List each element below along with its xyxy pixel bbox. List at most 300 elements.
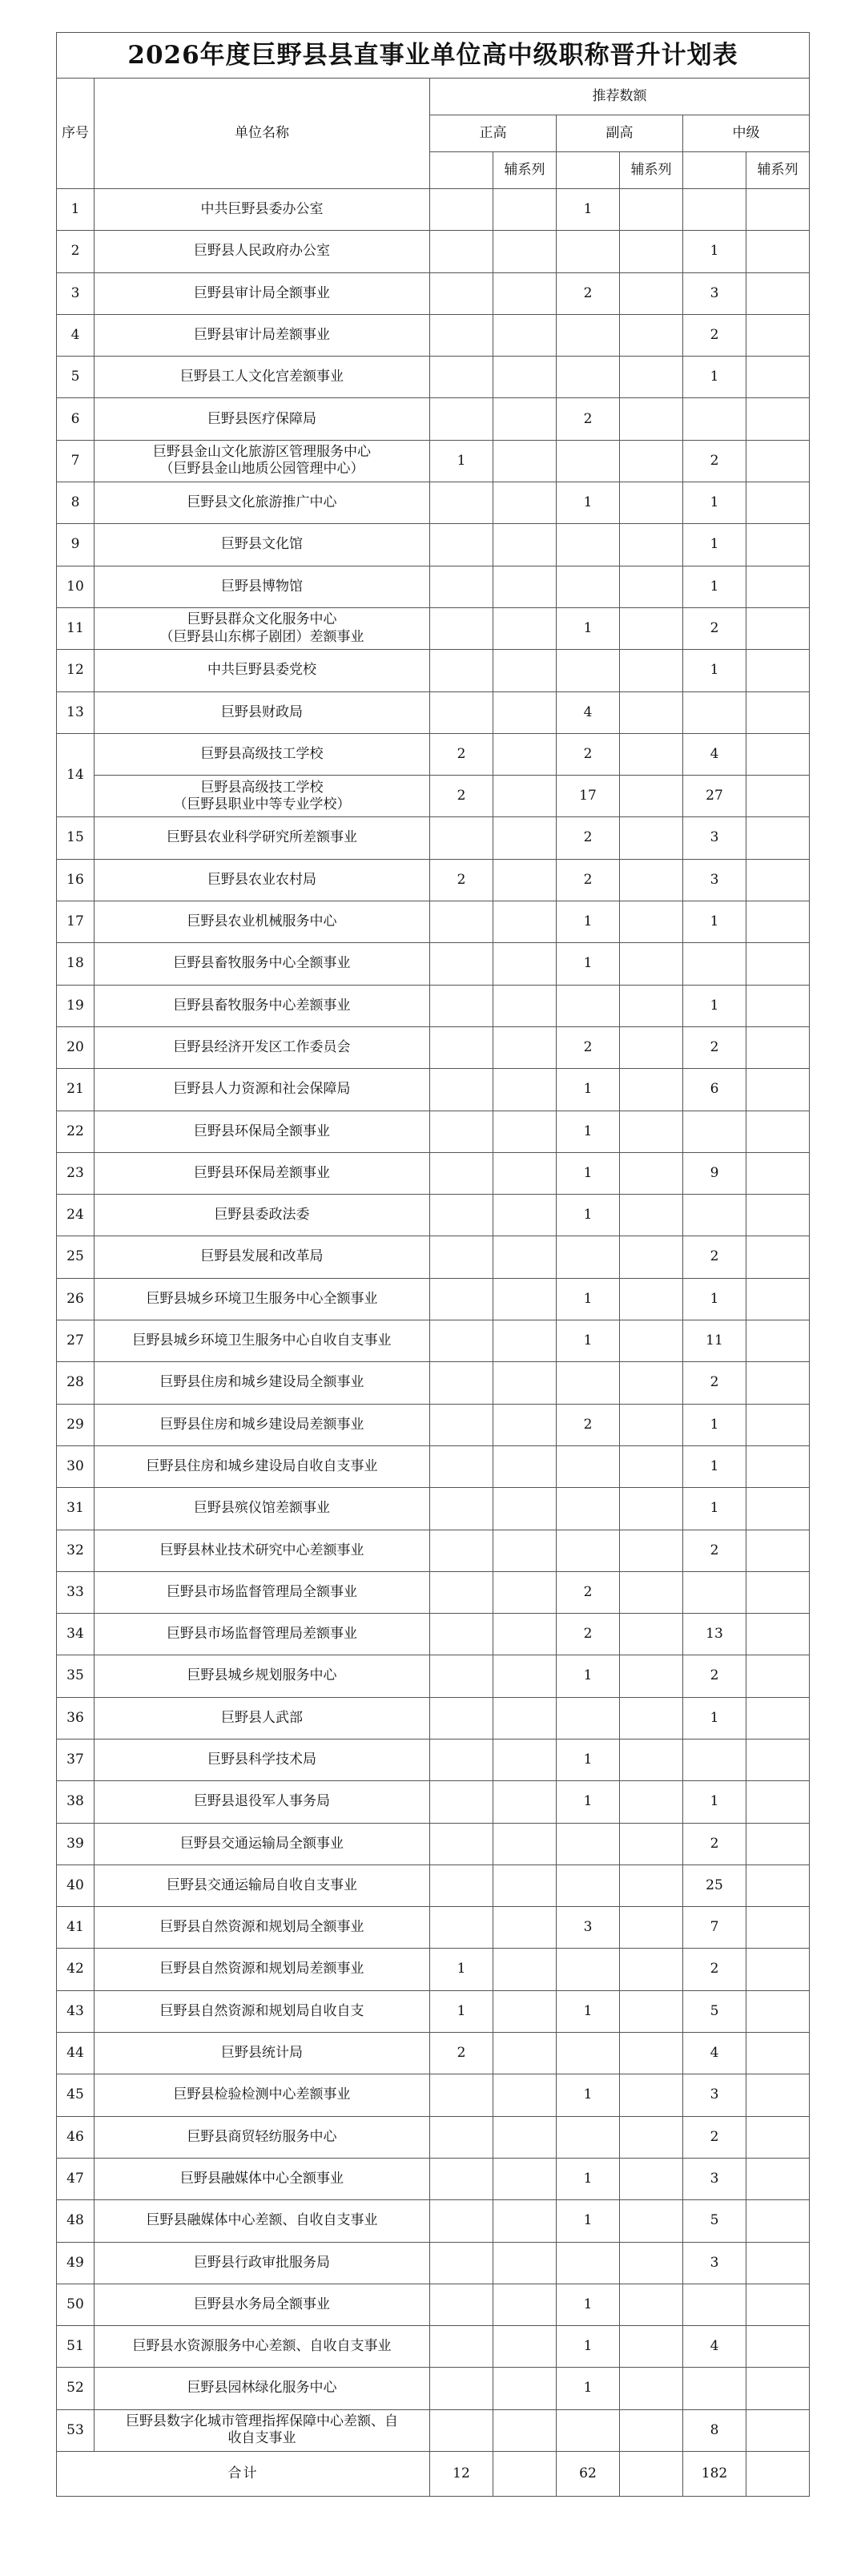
senior-aux-cell bbox=[493, 650, 557, 691]
row-index: 34 bbox=[57, 1614, 95, 1655]
intermediate-aux-cell bbox=[746, 1907, 810, 1949]
row-index: 45 bbox=[57, 2074, 95, 2116]
header-unit-name: 单位名称 bbox=[95, 79, 430, 189]
row-index: 12 bbox=[57, 650, 95, 691]
intermediate-aux-cell bbox=[746, 524, 810, 566]
vice-senior-aux-cell bbox=[620, 1697, 683, 1739]
row-index: 11 bbox=[57, 607, 95, 649]
intermediate-cell: 1 bbox=[683, 231, 746, 272]
row-index: 2 bbox=[57, 231, 95, 272]
senior-cell bbox=[430, 1697, 493, 1739]
unit-name bbox=[95, 1069, 430, 1111]
row-index: 6 bbox=[57, 398, 95, 440]
intermediate-aux-cell bbox=[746, 1781, 810, 1823]
vice-senior-cell: 1 bbox=[557, 1781, 620, 1823]
senior-cell: 2 bbox=[430, 859, 493, 901]
intermediate-cell: 4 bbox=[683, 2033, 746, 2074]
vice-senior-aux-cell bbox=[620, 1362, 683, 1404]
row-index: 49 bbox=[57, 2242, 95, 2284]
intermediate-aux-cell bbox=[746, 1864, 810, 1906]
vice-senior-aux-cell bbox=[620, 2033, 683, 2074]
vice-senior-cell: 1 bbox=[557, 1739, 620, 1780]
unit-name-line: 巨野县高级技工学校 bbox=[200, 745, 324, 762]
unit-name bbox=[95, 2284, 430, 2325]
intermediate-cell bbox=[683, 943, 746, 985]
table-row bbox=[57, 1026, 810, 1068]
intermediate-cell: 3 bbox=[683, 859, 746, 901]
unit-name-line: 巨野县医疗保障局 bbox=[207, 410, 316, 427]
unit-name bbox=[95, 566, 430, 607]
vice-senior-cell: 2 bbox=[557, 1026, 620, 1068]
unit-name-line: 巨野县商贸轻纺服务中心 bbox=[187, 2128, 337, 2145]
table-row bbox=[57, 2326, 810, 2368]
unit-name-line: 巨野县融媒体中心全额事业 bbox=[180, 2170, 344, 2187]
vice-senior-cell: 3 bbox=[557, 1907, 620, 1949]
intermediate-cell: 7 bbox=[683, 1907, 746, 1949]
vice-senior-aux-cell bbox=[620, 440, 683, 482]
intermediate-cell: 1 bbox=[683, 985, 746, 1026]
unit-name-line-2: （巨野县职业中等专业学校） bbox=[173, 796, 351, 812]
unit-name-line: 巨野县农业科学研究所差额事业 bbox=[167, 829, 357, 846]
senior-cell bbox=[430, 985, 493, 1026]
vice-senior-cell bbox=[557, 1697, 620, 1739]
vice-senior-aux-cell bbox=[620, 859, 683, 901]
row-index: 18 bbox=[57, 943, 95, 985]
table-row bbox=[57, 985, 810, 1026]
row-index: 9 bbox=[57, 524, 95, 566]
total-vice-senior-cell: 62 bbox=[557, 2452, 620, 2497]
vice-senior-aux-cell bbox=[620, 1195, 683, 1236]
unit-name-line: 巨野县群众文化服务中心 bbox=[187, 611, 337, 628]
row-index: 29 bbox=[57, 1404, 95, 1445]
vice-senior-aux-cell bbox=[620, 607, 683, 649]
unit-name bbox=[95, 231, 430, 272]
vice-senior-cell: 1 bbox=[557, 482, 620, 524]
vice-senior-cell bbox=[557, 985, 620, 1026]
table-row bbox=[57, 691, 810, 733]
table-row bbox=[57, 1530, 810, 1571]
table-row bbox=[57, 1445, 810, 1487]
intermediate-aux-cell bbox=[746, 1362, 810, 1404]
senior-cell bbox=[430, 2368, 493, 2409]
unit-name-line: 巨野县工人文化宫差额事业 bbox=[180, 369, 344, 385]
vice-senior-cell bbox=[557, 1949, 620, 1990]
vice-senior-cell: 1 bbox=[557, 2158, 620, 2199]
senior-aux-cell bbox=[493, 901, 557, 943]
senior-aux-cell bbox=[493, 2074, 557, 2116]
senior-cell bbox=[430, 1320, 493, 1362]
vice-senior-aux-cell bbox=[620, 1907, 683, 1949]
table-row bbox=[57, 1069, 810, 1111]
unit-name-line: 巨野县经济开发区工作委员会 bbox=[173, 1038, 351, 1055]
row-index: 26 bbox=[57, 1278, 95, 1320]
unit-name-line: 巨野县审计局差额事业 bbox=[194, 326, 330, 343]
row-index: 52 bbox=[57, 2368, 95, 2409]
senior-aux-cell bbox=[493, 2158, 557, 2199]
intermediate-cell: 4 bbox=[683, 733, 746, 775]
vice-senior-cell: 1 bbox=[557, 901, 620, 943]
vice-senior-aux-cell bbox=[620, 1990, 683, 2032]
vice-senior-aux-cell bbox=[620, 2158, 683, 2199]
intermediate-aux-cell bbox=[746, 1111, 810, 1152]
senior-cell bbox=[430, 1445, 493, 1487]
unit-name bbox=[95, 1949, 430, 1990]
vice-senior-aux-cell bbox=[620, 1278, 683, 1320]
senior-cell bbox=[430, 1111, 493, 1152]
senior-cell bbox=[430, 1655, 493, 1697]
intermediate-cell bbox=[683, 398, 746, 440]
vice-senior-aux-cell bbox=[620, 314, 683, 356]
intermediate-aux-cell bbox=[746, 482, 810, 524]
unit-name bbox=[95, 1026, 430, 1068]
header-vice-senior-aux: 辅系列 bbox=[620, 152, 683, 189]
unit-name bbox=[95, 1111, 430, 1152]
vice-senior-cell bbox=[557, 231, 620, 272]
vice-senior-aux-cell bbox=[620, 2074, 683, 2116]
vice-senior-cell: 1 bbox=[557, 943, 620, 985]
intermediate-aux-cell bbox=[746, 1530, 810, 1571]
senior-aux-cell bbox=[493, 231, 557, 272]
senior-cell: 2 bbox=[430, 733, 493, 775]
senior-aux-cell bbox=[493, 2033, 557, 2074]
unit-name-line: 巨野县住房和城乡建设局差额事业 bbox=[159, 1416, 364, 1433]
senior-cell bbox=[430, 1195, 493, 1236]
table-row bbox=[57, 901, 810, 943]
row-index: 15 bbox=[57, 817, 95, 859]
senior-aux-cell bbox=[493, 398, 557, 440]
unit-name-line: 巨野县城乡环境卫生服务中心自收自支事业 bbox=[132, 1332, 392, 1349]
vice-senior-cell: 17 bbox=[557, 776, 620, 817]
unit-name-line: 巨野县市场监督管理局全额事业 bbox=[167, 1583, 357, 1600]
table-row bbox=[57, 1781, 810, 1823]
header-vice-senior: 副高 bbox=[557, 115, 683, 152]
table-row bbox=[57, 398, 810, 440]
senior-cell bbox=[430, 2242, 493, 2284]
intermediate-cell bbox=[683, 1195, 746, 1236]
vice-senior-cell: 1 bbox=[557, 1278, 620, 1320]
vice-senior-cell bbox=[557, 1362, 620, 1404]
row-index: 33 bbox=[57, 1571, 95, 1613]
intermediate-aux-cell bbox=[746, 901, 810, 943]
intermediate-aux-cell bbox=[746, 1026, 810, 1068]
unit-name-line: 巨野县统计局 bbox=[221, 2045, 303, 2062]
vice-senior-aux-cell bbox=[620, 1949, 683, 1990]
senior-cell bbox=[430, 1907, 493, 1949]
row-index: 19 bbox=[57, 985, 95, 1026]
vice-senior-cell bbox=[557, 2409, 620, 2451]
senior-cell bbox=[430, 901, 493, 943]
table-row bbox=[57, 482, 810, 524]
senior-cell bbox=[430, 231, 493, 272]
unit-name-line-2: 收自支事业 bbox=[227, 2430, 296, 2447]
senior-cell bbox=[430, 2158, 493, 2199]
vice-senior-aux-cell bbox=[620, 231, 683, 272]
row-index: 21 bbox=[57, 1069, 95, 1111]
intermediate-aux-cell bbox=[746, 859, 810, 901]
intermediate-cell bbox=[683, 2368, 746, 2409]
intermediate-cell: 2 bbox=[683, 1362, 746, 1404]
row-index: 28 bbox=[57, 1362, 95, 1404]
intermediate-cell bbox=[683, 691, 746, 733]
intermediate-aux-cell bbox=[746, 398, 810, 440]
vice-senior-cell bbox=[557, 566, 620, 607]
unit-name bbox=[95, 357, 430, 398]
header-vice-senior-main bbox=[557, 152, 620, 189]
senior-cell bbox=[430, 2116, 493, 2158]
senior-aux-cell bbox=[493, 1990, 557, 2032]
table-row bbox=[57, 1739, 810, 1780]
unit-name-line: 巨野县园林绿化服务中心 bbox=[187, 2380, 337, 2397]
vice-senior-cell: 1 bbox=[557, 1655, 620, 1697]
unit-name bbox=[95, 650, 430, 691]
senior-cell bbox=[430, 1781, 493, 1823]
intermediate-cell: 2 bbox=[683, 314, 746, 356]
intermediate-cell: 11 bbox=[683, 1320, 746, 1362]
table-row bbox=[57, 650, 810, 691]
intermediate-cell: 1 bbox=[683, 566, 746, 607]
intermediate-aux-cell bbox=[746, 1823, 810, 1864]
vice-senior-aux-cell bbox=[620, 1530, 683, 1571]
senior-aux-cell bbox=[493, 1571, 557, 1613]
row-index: 40 bbox=[57, 1864, 95, 1906]
vice-senior-aux-cell bbox=[620, 1069, 683, 1111]
senior-aux-cell bbox=[493, 1445, 557, 1487]
senior-aux-cell bbox=[493, 1404, 557, 1445]
intermediate-aux-cell bbox=[746, 1404, 810, 1445]
header-senior: 正高 bbox=[430, 115, 557, 152]
senior-cell bbox=[430, 566, 493, 607]
unit-name-line: 巨野县交通运输局自收自支事业 bbox=[167, 1877, 357, 1893]
senior-cell bbox=[430, 2200, 493, 2242]
table-row bbox=[57, 1990, 810, 2032]
vice-senior-cell: 1 bbox=[557, 1195, 620, 1236]
senior-aux-cell bbox=[493, 2242, 557, 2284]
table-row bbox=[57, 524, 810, 566]
unit-name bbox=[95, 1697, 430, 1739]
intermediate-cell: 1 bbox=[683, 1697, 746, 1739]
senior-aux-cell bbox=[493, 1907, 557, 1949]
unit-name bbox=[95, 482, 430, 524]
intermediate-cell: 2 bbox=[683, 440, 746, 482]
total-intermediate-aux-cell bbox=[746, 2452, 810, 2497]
unit-name-line: 巨野县博物馆 bbox=[221, 578, 303, 595]
unit-name bbox=[95, 1655, 430, 1697]
unit-name-line: 巨野县检验检测中心差额事业 bbox=[173, 2086, 351, 2103]
intermediate-aux-cell bbox=[746, 2200, 810, 2242]
vice-senior-aux-cell bbox=[620, 1445, 683, 1487]
unit-name-line: 巨野县住房和城乡建设局全额事业 bbox=[159, 1374, 364, 1391]
vice-senior-aux-cell bbox=[620, 2368, 683, 2409]
header-intermediate-aux: 辅系列 bbox=[746, 152, 810, 189]
unit-name bbox=[95, 1571, 430, 1613]
row-index: 8 bbox=[57, 482, 95, 524]
vice-senior-aux-cell bbox=[620, 817, 683, 859]
vice-senior-aux-cell bbox=[620, 1739, 683, 1780]
intermediate-cell: 1 bbox=[683, 357, 746, 398]
unit-name-line-2: （巨野县金山地质公园管理中心） bbox=[159, 461, 364, 478]
table-row bbox=[57, 1278, 810, 1320]
row-index: 10 bbox=[57, 566, 95, 607]
unit-name bbox=[95, 985, 430, 1026]
intermediate-cell: 1 bbox=[683, 901, 746, 943]
senior-cell bbox=[430, 691, 493, 733]
intermediate-cell: 2 bbox=[683, 1949, 746, 1990]
vice-senior-aux-cell bbox=[620, 733, 683, 775]
vice-senior-cell bbox=[557, 2033, 620, 2074]
table-row bbox=[57, 776, 810, 817]
intermediate-aux-cell bbox=[746, 2326, 810, 2368]
intermediate-aux-cell bbox=[746, 189, 810, 231]
unit-name-line: 巨野县畜牧服务中心全额事业 bbox=[173, 955, 351, 972]
unit-name-line: 巨野县退役军人事务局 bbox=[194, 1793, 330, 1810]
unit-name bbox=[95, 2116, 430, 2158]
unit-name bbox=[95, 1404, 430, 1445]
intermediate-cell: 25 bbox=[683, 1864, 746, 1906]
unit-name bbox=[95, 733, 430, 775]
unit-name bbox=[95, 2368, 430, 2409]
row-index: 39 bbox=[57, 1823, 95, 1864]
intermediate-aux-cell bbox=[746, 2116, 810, 2158]
senior-cell bbox=[430, 357, 493, 398]
row-index: 14 bbox=[57, 733, 95, 817]
senior-aux-cell bbox=[493, 943, 557, 985]
intermediate-aux-cell bbox=[746, 1320, 810, 1362]
intermediate-aux-cell bbox=[746, 691, 810, 733]
row-index: 4 bbox=[57, 314, 95, 356]
vice-senior-aux-cell bbox=[620, 357, 683, 398]
unit-name bbox=[95, 1530, 430, 1571]
intermediate-cell: 1 bbox=[683, 1278, 746, 1320]
table-row bbox=[57, 1655, 810, 1697]
vice-senior-aux-cell bbox=[620, 524, 683, 566]
unit-name-line: 巨野县高级技工学校 bbox=[200, 779, 324, 796]
unit-name bbox=[95, 1614, 430, 1655]
row-index: 36 bbox=[57, 1697, 95, 1739]
senior-cell bbox=[430, 1069, 493, 1111]
table-row bbox=[57, 2284, 810, 2325]
unit-name bbox=[95, 1990, 430, 2032]
intermediate-aux-cell bbox=[746, 943, 810, 985]
intermediate-aux-cell bbox=[746, 314, 810, 356]
header-intermediate-main bbox=[683, 152, 746, 189]
table-title: 2026年度巨野县县直事业单位高中级职称晋升计划表 bbox=[57, 33, 810, 79]
intermediate-cell: 13 bbox=[683, 1614, 746, 1655]
intermediate-aux-cell bbox=[746, 1571, 810, 1613]
vice-senior-aux-cell bbox=[620, 1152, 683, 1194]
intermediate-cell: 6 bbox=[683, 1069, 746, 1111]
intermediate-aux-cell bbox=[746, 1655, 810, 1697]
total-senior-aux-cell bbox=[493, 2452, 557, 2497]
senior-cell bbox=[430, 943, 493, 985]
senior-aux-cell bbox=[493, 733, 557, 775]
vice-senior-aux-cell bbox=[620, 776, 683, 817]
senior-cell: 1 bbox=[430, 1990, 493, 2032]
intermediate-cell: 3 bbox=[683, 2074, 746, 2116]
vice-senior-cell: 1 bbox=[557, 2074, 620, 2116]
unit-name-line: 巨野县农业农村局 bbox=[207, 871, 316, 888]
row-index: 43 bbox=[57, 1990, 95, 2032]
vice-senior-aux-cell bbox=[620, 566, 683, 607]
table-row bbox=[57, 2409, 810, 2451]
row-index: 24 bbox=[57, 1195, 95, 1236]
intermediate-cell: 8 bbox=[683, 2409, 746, 2451]
senior-aux-cell bbox=[493, 1320, 557, 1362]
vice-senior-cell: 1 bbox=[557, 2326, 620, 2368]
header-senior-main bbox=[430, 152, 493, 189]
row-index: 17 bbox=[57, 901, 95, 943]
senior-aux-cell bbox=[493, 985, 557, 1026]
senior-cell bbox=[430, 650, 493, 691]
intermediate-cell: 1 bbox=[683, 1445, 746, 1487]
table-row bbox=[57, 1907, 810, 1949]
row-index: 22 bbox=[57, 1111, 95, 1152]
senior-cell bbox=[430, 189, 493, 231]
unit-name bbox=[95, 1445, 430, 1487]
intermediate-cell: 5 bbox=[683, 1990, 746, 2032]
vice-senior-cell bbox=[557, 650, 620, 691]
header-intermediate: 中级 bbox=[683, 115, 810, 152]
row-index: 42 bbox=[57, 1949, 95, 1990]
unit-name-line-2: （巨野县山东梆子剧团）差额事业 bbox=[159, 628, 364, 645]
table-row bbox=[57, 1362, 810, 1404]
senior-aux-cell bbox=[493, 272, 557, 314]
intermediate-cell: 5 bbox=[683, 2200, 746, 2242]
intermediate-cell: 9 bbox=[683, 1152, 746, 1194]
table-row bbox=[57, 607, 810, 649]
senior-aux-cell bbox=[493, 189, 557, 231]
vice-senior-aux-cell bbox=[620, 1655, 683, 1697]
senior-aux-cell bbox=[493, 482, 557, 524]
senior-aux-cell bbox=[493, 1362, 557, 1404]
senior-cell bbox=[430, 1739, 493, 1780]
senior-aux-cell bbox=[493, 1614, 557, 1655]
senior-aux-cell bbox=[493, 1697, 557, 1739]
row-index: 23 bbox=[57, 1152, 95, 1194]
vice-senior-cell bbox=[557, 524, 620, 566]
intermediate-aux-cell bbox=[746, 607, 810, 649]
intermediate-cell: 2 bbox=[683, 1655, 746, 1697]
senior-aux-cell bbox=[493, 2368, 557, 2409]
row-index: 27 bbox=[57, 1320, 95, 1362]
unit-name bbox=[95, 2033, 430, 2074]
row-index: 30 bbox=[57, 1445, 95, 1487]
row-index: 31 bbox=[57, 1488, 95, 1530]
intermediate-aux-cell bbox=[746, 1488, 810, 1530]
unit-name-line: 巨野县数字化城市管理指挥保障中心差额、自 bbox=[126, 2413, 398, 2430]
unit-name-line: 巨野县住房和城乡建设局自收自支事业 bbox=[146, 1457, 378, 1474]
row-index: 38 bbox=[57, 1781, 95, 1823]
table-body bbox=[57, 33, 810, 2497]
senior-cell: 1 bbox=[430, 440, 493, 482]
senior-cell bbox=[430, 817, 493, 859]
unit-name-line: 巨野县行政审批服务局 bbox=[194, 2254, 330, 2271]
unit-name-line: 巨野县城乡环境卫生服务中心全额事业 bbox=[146, 1290, 378, 1307]
row-index: 1 bbox=[57, 189, 95, 231]
table-row bbox=[57, 231, 810, 272]
vice-senior-aux-cell bbox=[620, 1864, 683, 1906]
intermediate-aux-cell bbox=[746, 650, 810, 691]
unit-name bbox=[95, 1152, 430, 1194]
vice-senior-cell: 2 bbox=[557, 859, 620, 901]
senior-cell bbox=[430, 1571, 493, 1613]
row-index: 48 bbox=[57, 2200, 95, 2242]
senior-aux-cell bbox=[493, 607, 557, 649]
vice-senior-aux-cell bbox=[620, 1823, 683, 1864]
senior-aux-cell bbox=[493, 2409, 557, 2451]
table-row bbox=[57, 1152, 810, 1194]
header-index: 序号 bbox=[57, 79, 95, 189]
vice-senior-cell bbox=[557, 1445, 620, 1487]
